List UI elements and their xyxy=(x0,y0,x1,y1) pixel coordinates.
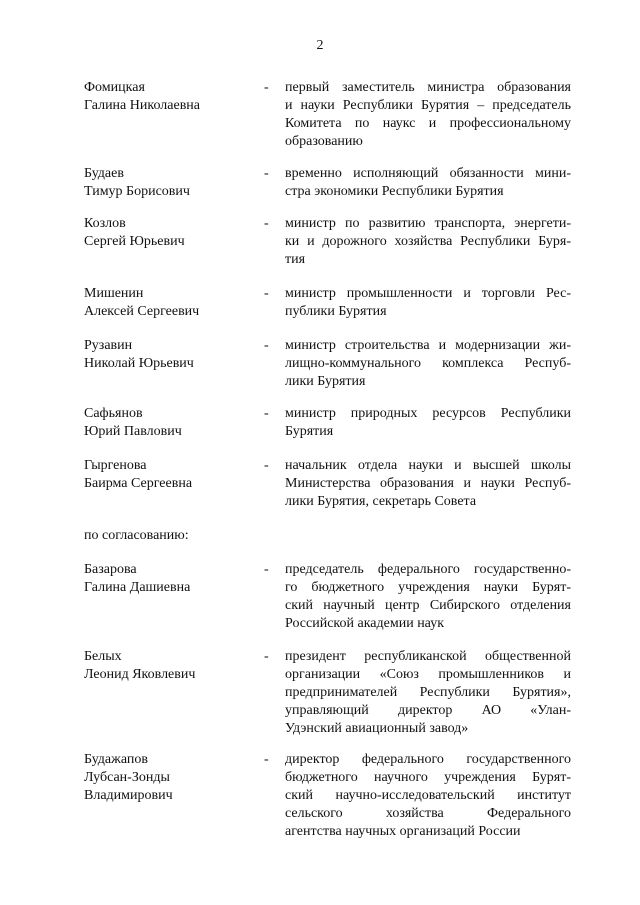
member-surname: Белых xyxy=(84,649,122,664)
position-line: Министерства образования и науки Респуб- xyxy=(285,476,571,491)
member-given-name: Леонид Яковлевич xyxy=(84,667,196,682)
member-position xyxy=(285,79,571,151)
member-name xyxy=(84,79,254,115)
member-position xyxy=(285,751,571,841)
position-line: и науки Республики Бурятия – председатель xyxy=(285,98,571,113)
position-line: начальник отдела науки и высшей школы xyxy=(285,458,571,473)
separator-dash: - xyxy=(264,752,269,767)
position-line: стра экономики Республики Бурятия xyxy=(285,184,504,199)
member-surname: Сафьянов xyxy=(84,406,143,421)
member-surname: Козлов xyxy=(84,216,126,231)
member-given-name: Юрий Павлович xyxy=(84,424,182,439)
member-given-name: Алексей Сергеевич xyxy=(84,304,200,319)
position-line: Удэнский авиационный завод» xyxy=(285,721,469,736)
separator-dash: - xyxy=(264,406,269,421)
position-line: образованию xyxy=(285,134,363,149)
position-line: министр промышленности и торговли Рес- xyxy=(285,286,571,301)
position-line: президент республиканской общественной xyxy=(285,649,571,664)
position-line: ский научно-исследовательский институт xyxy=(285,788,571,803)
position-line: Российской академии наук xyxy=(285,616,444,631)
member-patronymic: Владимирович xyxy=(84,788,173,803)
member-surname: Мишенин xyxy=(84,286,144,301)
member-surname: Будажапов xyxy=(84,752,148,767)
member-position xyxy=(285,285,571,321)
separator-dash: - xyxy=(264,80,269,95)
member-name xyxy=(84,648,254,684)
member-given-name: Галина Дашиевна xyxy=(84,580,191,595)
member-name xyxy=(84,285,254,321)
position-line: лики Бурятия, секретарь Совета xyxy=(285,494,477,509)
position-line: Бурятия xyxy=(285,424,334,439)
page-number: 2 xyxy=(316,38,324,53)
position-line: тия xyxy=(285,252,306,267)
member-surname: Гыргенова xyxy=(84,458,147,473)
position-line: ки и дорожного хозяйства Республики Буря- xyxy=(285,234,571,249)
position-line: первый заместитель министра образования xyxy=(285,80,571,95)
separator-dash: - xyxy=(264,562,269,577)
position-line: директор федерального государственного xyxy=(285,752,571,767)
member-name xyxy=(84,405,254,441)
agreement-label: по согласованию: xyxy=(84,528,189,543)
separator-dash: - xyxy=(264,166,269,181)
member-name xyxy=(84,337,254,373)
member-given-name: Сергей Юрьевич xyxy=(84,234,185,249)
member-name xyxy=(84,165,254,201)
separator-dash: - xyxy=(264,286,269,301)
separator-dash: - xyxy=(264,458,269,473)
member-given-name: Николай Юрьевич xyxy=(84,356,194,371)
position-line: председатель федерального государственно- xyxy=(285,562,571,577)
position-line: сельского хозяйства Федерального xyxy=(285,806,571,821)
position-line: ский научный центр Сибирского отделения xyxy=(285,598,571,613)
position-line: министр природных ресурсов Республики xyxy=(285,406,571,421)
member-position xyxy=(285,648,571,738)
member-surname: Будаев xyxy=(84,166,124,181)
member-position xyxy=(285,165,571,201)
position-line: временно исполняющий обязанности мини- xyxy=(285,166,571,181)
position-line: министр строительства и модернизации жи- xyxy=(285,338,571,353)
member-position xyxy=(285,457,571,511)
member-surname: Фомицкая xyxy=(84,80,145,95)
member-name xyxy=(84,751,254,805)
position-line: министр по развитию транспорта, энергети- xyxy=(285,216,571,231)
member-given-name: Лубсан-Зонды xyxy=(84,770,170,785)
member-position xyxy=(285,215,571,269)
member-given-name: Галина Николаевна xyxy=(84,98,201,113)
position-line: публики Бурятия xyxy=(285,304,387,319)
member-position xyxy=(285,405,571,441)
separator-dash: - xyxy=(264,649,269,664)
member-position xyxy=(285,337,571,391)
position-line: Комитета по наукс и профессиональному xyxy=(285,116,571,131)
member-given-name: Тимур Борисович xyxy=(84,184,190,199)
position-line: бюджетного научного учреждения Бурят- xyxy=(285,770,571,785)
member-given-name: Баирма Сергеевна xyxy=(84,476,193,491)
position-line: предпринимателей Республики Бурятия», xyxy=(285,685,571,700)
member-surname: Рузавин xyxy=(84,338,133,353)
position-line: управляющий директор АО «Улан- xyxy=(285,703,571,718)
position-line: лики Бурятия xyxy=(285,374,366,389)
member-position xyxy=(285,561,571,633)
position-line: лищно-коммунального комплекса Респуб- xyxy=(285,356,571,371)
member-surname: Базарова xyxy=(84,562,137,577)
position-line: агентства научных организаций России xyxy=(285,824,521,839)
position-line: организации «Союз промышленников и xyxy=(285,667,571,682)
position-line: го бюджетного учреждения науки Бурят- xyxy=(285,580,571,595)
separator-dash: - xyxy=(264,338,269,353)
member-name xyxy=(84,457,254,493)
separator-dash: - xyxy=(264,216,269,231)
member-name xyxy=(84,215,254,251)
member-name xyxy=(84,561,254,597)
